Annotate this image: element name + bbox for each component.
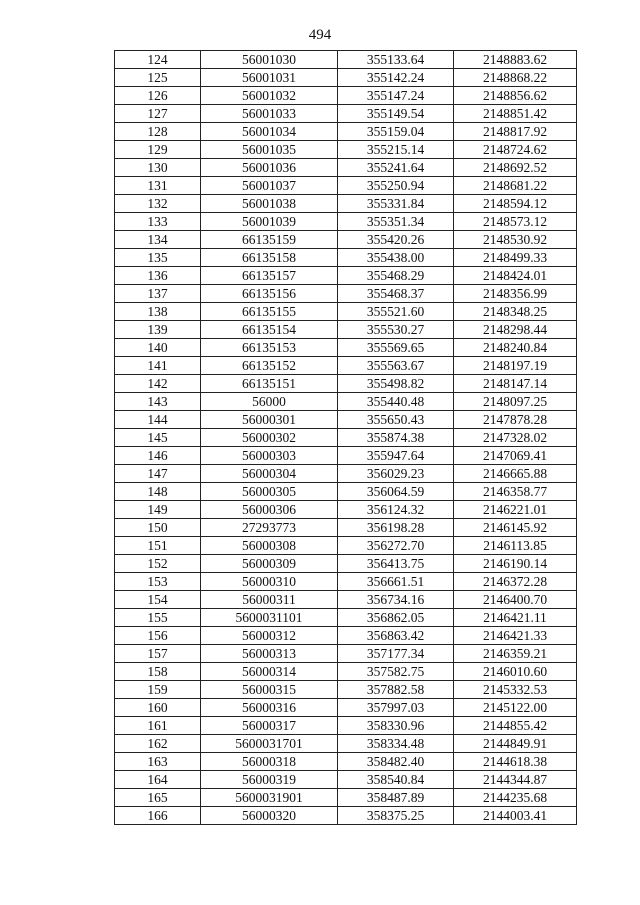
table-row: [115, 591, 577, 609]
table-row: [115, 699, 577, 717]
point-id-cell: 56001030: [201, 51, 338, 69]
point-number-cell: 150: [115, 519, 201, 537]
y-coordinate-cell: 2144618.38: [454, 753, 577, 771]
point-number-cell: 156: [115, 627, 201, 645]
table-row: [115, 141, 577, 159]
point-number-cell: 166: [115, 807, 201, 825]
y-coordinate-cell: 2146421.11: [454, 609, 577, 627]
point-number-cell: 145: [115, 429, 201, 447]
point-number-cell: 151: [115, 537, 201, 555]
point-id-cell: 66135158: [201, 249, 338, 267]
point-number-cell: 129: [115, 141, 201, 159]
y-coordinate-cell: 2148594.12: [454, 195, 577, 213]
table-row: [115, 483, 577, 501]
point-id-cell: 66135155: [201, 303, 338, 321]
point-id-cell: 56001032: [201, 87, 338, 105]
point-id-cell: 56000309: [201, 555, 338, 573]
point-number-cell: 142: [115, 375, 201, 393]
y-coordinate-cell: 2145122.00: [454, 699, 577, 717]
point-id-cell: 56000316: [201, 699, 338, 717]
table-row: [115, 789, 577, 807]
table-row: [115, 771, 577, 789]
point-number-cell: 144: [115, 411, 201, 429]
table-row: [115, 735, 577, 753]
table-row: [115, 123, 577, 141]
point-number-cell: 153: [115, 573, 201, 591]
y-coordinate-cell: 2145332.53: [454, 681, 577, 699]
coordinates-table: [114, 50, 577, 825]
y-coordinate-cell: 2146358.77: [454, 483, 577, 501]
point-id-cell: 66135156: [201, 285, 338, 303]
page-number: 494: [308, 27, 332, 43]
y-coordinate-cell: 2146400.70: [454, 591, 577, 609]
x-coordinate-cell: 355159.04: [338, 123, 454, 141]
point-id-cell: 56000317: [201, 717, 338, 735]
y-coordinate-cell: 2146145.92: [454, 519, 577, 537]
point-number-cell: 141: [115, 357, 201, 375]
x-coordinate-cell: 356863.42: [338, 627, 454, 645]
x-coordinate-cell: 357582.75: [338, 663, 454, 681]
point-id-cell: 66135154: [201, 321, 338, 339]
x-coordinate-cell: 356272.70: [338, 537, 454, 555]
point-number-cell: 158: [115, 663, 201, 681]
point-number-cell: 139: [115, 321, 201, 339]
y-coordinate-cell: 2148851.42: [454, 105, 577, 123]
table-row: [115, 249, 577, 267]
y-coordinate-cell: 2146221.01: [454, 501, 577, 519]
point-number-cell: 130: [115, 159, 201, 177]
x-coordinate-cell: 355947.64: [338, 447, 454, 465]
x-coordinate-cell: 355133.64: [338, 51, 454, 69]
x-coordinate-cell: 355440.48: [338, 393, 454, 411]
y-coordinate-cell: 2148856.62: [454, 87, 577, 105]
point-number-cell: 160: [115, 699, 201, 717]
y-coordinate-cell: 2148424.01: [454, 267, 577, 285]
table-row: [115, 627, 577, 645]
point-id-cell: 56001039: [201, 213, 338, 231]
point-id-cell: 66135157: [201, 267, 338, 285]
point-id-cell: 56000312: [201, 627, 338, 645]
y-coordinate-cell: 2148681.22: [454, 177, 577, 195]
table-row: [115, 753, 577, 771]
point-id-cell: 56000: [201, 393, 338, 411]
point-id-cell: 56000313: [201, 645, 338, 663]
point-number-cell: 136: [115, 267, 201, 285]
table-row: [115, 501, 577, 519]
point-id-cell: 56000314: [201, 663, 338, 681]
table-row: [115, 87, 577, 105]
table-row: [115, 195, 577, 213]
point-number-cell: 124: [115, 51, 201, 69]
y-coordinate-cell: 2148197.19: [454, 357, 577, 375]
y-coordinate-cell: 2148530.92: [454, 231, 577, 249]
x-coordinate-cell: 356862.05: [338, 609, 454, 627]
point-id-cell: 56000305: [201, 483, 338, 501]
x-coordinate-cell: 355147.24: [338, 87, 454, 105]
x-coordinate-cell: 356029.23: [338, 465, 454, 483]
point-id-cell: 56001031: [201, 69, 338, 87]
y-coordinate-cell: 2148240.84: [454, 339, 577, 357]
point-id-cell: 56000318: [201, 753, 338, 771]
table-row: [115, 375, 577, 393]
x-coordinate-cell: 357882.58: [338, 681, 454, 699]
point-id-cell: 56001034: [201, 123, 338, 141]
y-coordinate-cell: 2144849.91: [454, 735, 577, 753]
x-coordinate-cell: 355874.38: [338, 429, 454, 447]
point-number-cell: 149: [115, 501, 201, 519]
point-number-cell: 162: [115, 735, 201, 753]
table-row: [115, 573, 577, 591]
point-id-cell: 56000304: [201, 465, 338, 483]
y-coordinate-cell: 2148868.22: [454, 69, 577, 87]
point-number-cell: 138: [115, 303, 201, 321]
table-row: [115, 357, 577, 375]
x-coordinate-cell: 358487.89: [338, 789, 454, 807]
y-coordinate-cell: 2148499.33: [454, 249, 577, 267]
y-coordinate-cell: 2148724.62: [454, 141, 577, 159]
x-coordinate-cell: 356198.28: [338, 519, 454, 537]
y-coordinate-cell: 2144855.42: [454, 717, 577, 735]
point-id-cell: 56000303: [201, 447, 338, 465]
table-row: [115, 663, 577, 681]
point-number-cell: 140: [115, 339, 201, 357]
y-coordinate-cell: 2146359.21: [454, 645, 577, 663]
point-id-cell: 56001035: [201, 141, 338, 159]
point-number-cell: 135: [115, 249, 201, 267]
table-row: [115, 177, 577, 195]
table-row: [115, 555, 577, 573]
point-id-cell: 56000306: [201, 501, 338, 519]
point-id-cell: 56000301: [201, 411, 338, 429]
x-coordinate-cell: 355149.54: [338, 105, 454, 123]
y-coordinate-cell: 2146665.88: [454, 465, 577, 483]
y-coordinate-cell: 2144003.41: [454, 807, 577, 825]
point-number-cell: 148: [115, 483, 201, 501]
y-coordinate-cell: 2146372.28: [454, 573, 577, 591]
x-coordinate-cell: 355142.24: [338, 69, 454, 87]
point-number-cell: 164: [115, 771, 201, 789]
y-coordinate-cell: 2144235.68: [454, 789, 577, 807]
point-number-cell: 161: [115, 717, 201, 735]
point-id-cell: 56000320: [201, 807, 338, 825]
table-row: [115, 429, 577, 447]
x-coordinate-cell: 356124.32: [338, 501, 454, 519]
point-id-cell: 56000311: [201, 591, 338, 609]
x-coordinate-cell: 355468.29: [338, 267, 454, 285]
point-number-cell: 152: [115, 555, 201, 573]
x-coordinate-cell: 355215.14: [338, 141, 454, 159]
point-id-cell: 66135153: [201, 339, 338, 357]
point-number-cell: 143: [115, 393, 201, 411]
point-number-cell: 125: [115, 69, 201, 87]
table-row: [115, 393, 577, 411]
x-coordinate-cell: 356064.59: [338, 483, 454, 501]
table-row: [115, 465, 577, 483]
x-coordinate-cell: 358334.48: [338, 735, 454, 753]
table-row: [115, 213, 577, 231]
x-coordinate-cell: 358330.96: [338, 717, 454, 735]
point-number-cell: 159: [115, 681, 201, 699]
table-row: [115, 105, 577, 123]
y-coordinate-cell: 2144344.87: [454, 771, 577, 789]
y-coordinate-cell: 2147069.41: [454, 447, 577, 465]
point-number-cell: 131: [115, 177, 201, 195]
table-row: [115, 159, 577, 177]
x-coordinate-cell: 355468.37: [338, 285, 454, 303]
point-id-cell: 56000308: [201, 537, 338, 555]
point-number-cell: 127: [115, 105, 201, 123]
point-id-cell: 5600031701: [201, 735, 338, 753]
point-id-cell: 56000319: [201, 771, 338, 789]
x-coordinate-cell: 355530.27: [338, 321, 454, 339]
point-number-cell: 147: [115, 465, 201, 483]
y-coordinate-cell: 2146421.33: [454, 627, 577, 645]
x-coordinate-cell: 358540.84: [338, 771, 454, 789]
x-coordinate-cell: 355331.84: [338, 195, 454, 213]
y-coordinate-cell: 2148298.44: [454, 321, 577, 339]
table-row: [115, 231, 577, 249]
point-id-cell: 56000310: [201, 573, 338, 591]
point-number-cell: 146: [115, 447, 201, 465]
point-number-cell: 134: [115, 231, 201, 249]
x-coordinate-cell: 355569.65: [338, 339, 454, 357]
table-row: [115, 681, 577, 699]
x-coordinate-cell: 355351.34: [338, 213, 454, 231]
y-coordinate-cell: 2148097.25: [454, 393, 577, 411]
y-coordinate-cell: 2148817.92: [454, 123, 577, 141]
y-coordinate-cell: 2148692.52: [454, 159, 577, 177]
table-row: [115, 645, 577, 663]
y-coordinate-cell: 2146190.14: [454, 555, 577, 573]
point-id-cell: 5600031101: [201, 609, 338, 627]
point-number-cell: 128: [115, 123, 201, 141]
y-coordinate-cell: 2146010.60: [454, 663, 577, 681]
table-row: [115, 807, 577, 825]
table-row: [115, 267, 577, 285]
point-number-cell: 163: [115, 753, 201, 771]
x-coordinate-cell: 358482.40: [338, 753, 454, 771]
table-row: [115, 609, 577, 627]
point-id-cell: 56001037: [201, 177, 338, 195]
point-id-cell: 66135151: [201, 375, 338, 393]
point-id-cell: 56000302: [201, 429, 338, 447]
point-number-cell: 137: [115, 285, 201, 303]
table-row: [115, 69, 577, 87]
point-id-cell: 5600031901: [201, 789, 338, 807]
table-row: [115, 537, 577, 555]
x-coordinate-cell: 355420.26: [338, 231, 454, 249]
table-row: [115, 411, 577, 429]
coordinates-table-body: [115, 51, 577, 825]
point-number-cell: 126: [115, 87, 201, 105]
point-id-cell: 27293773: [201, 519, 338, 537]
x-coordinate-cell: 355521.60: [338, 303, 454, 321]
x-coordinate-cell: 356734.16: [338, 591, 454, 609]
y-coordinate-cell: 2147328.02: [454, 429, 577, 447]
point-id-cell: 56001038: [201, 195, 338, 213]
point-number-cell: 154: [115, 591, 201, 609]
y-coordinate-cell: 2147878.28: [454, 411, 577, 429]
table-row: [115, 717, 577, 735]
table-row: [115, 447, 577, 465]
x-coordinate-cell: 355241.64: [338, 159, 454, 177]
x-coordinate-cell: 355250.94: [338, 177, 454, 195]
y-coordinate-cell: 2146113.85: [454, 537, 577, 555]
y-coordinate-cell: 2148356.99: [454, 285, 577, 303]
x-coordinate-cell: 357997.03: [338, 699, 454, 717]
table-row: [115, 321, 577, 339]
y-coordinate-cell: 2148348.25: [454, 303, 577, 321]
x-coordinate-cell: 358375.25: [338, 807, 454, 825]
table-row: [115, 519, 577, 537]
x-coordinate-cell: 355438.00: [338, 249, 454, 267]
x-coordinate-cell: 357177.34: [338, 645, 454, 663]
point-number-cell: 165: [115, 789, 201, 807]
table-row: [115, 285, 577, 303]
point-number-cell: 133: [115, 213, 201, 231]
y-coordinate-cell: 2148883.62: [454, 51, 577, 69]
x-coordinate-cell: 356413.75: [338, 555, 454, 573]
table-row: [115, 51, 577, 69]
y-coordinate-cell: 2148573.12: [454, 213, 577, 231]
y-coordinate-cell: 2148147.14: [454, 375, 577, 393]
point-id-cell: 56000315: [201, 681, 338, 699]
point-number-cell: 157: [115, 645, 201, 663]
point-id-cell: 66135159: [201, 231, 338, 249]
table-row: [115, 303, 577, 321]
x-coordinate-cell: 355650.43: [338, 411, 454, 429]
point-id-cell: 56001033: [201, 105, 338, 123]
x-coordinate-cell: 355563.67: [338, 357, 454, 375]
point-number-cell: 132: [115, 195, 201, 213]
x-coordinate-cell: 355498.82: [338, 375, 454, 393]
x-coordinate-cell: 356661.51: [338, 573, 454, 591]
point-number-cell: 155: [115, 609, 201, 627]
table-row: [115, 339, 577, 357]
point-id-cell: 66135152: [201, 357, 338, 375]
point-id-cell: 56001036: [201, 159, 338, 177]
